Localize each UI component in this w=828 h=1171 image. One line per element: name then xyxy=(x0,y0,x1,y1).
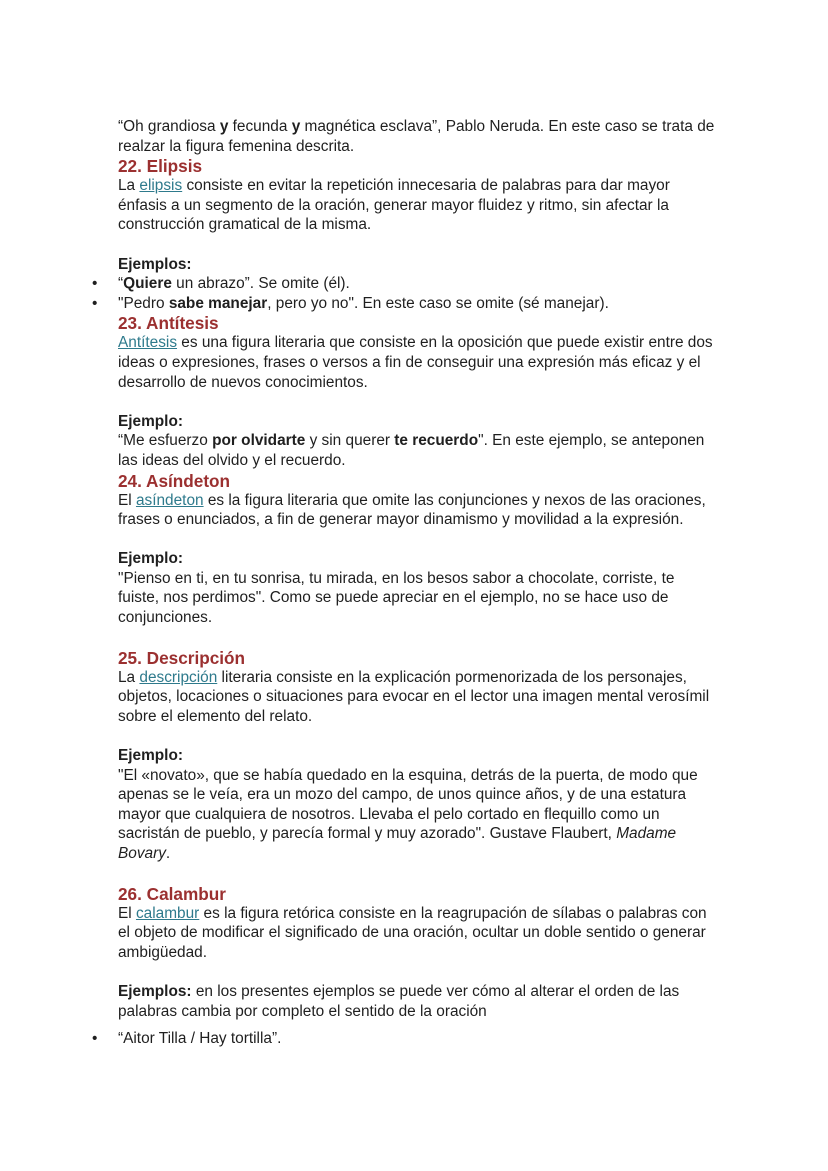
example-text: "Pedro xyxy=(118,294,169,312)
example-text: y sin querer xyxy=(305,432,395,450)
intro-text: magnética esclava”, Pablo Neruda. En este caso se trata de realzar la figura femenina descrita. xyxy=(118,118,715,155)
heading-antitesis: 23. Antítesis xyxy=(118,313,219,334)
link-antitesis[interactable]: Antítesis xyxy=(118,334,178,352)
example-bold: por olvidarte xyxy=(212,432,306,450)
example-bold: Quiere xyxy=(123,275,172,293)
calambur-example-list xyxy=(118,1029,718,1049)
example-label: Ejemplo: xyxy=(118,747,183,765)
example-label: Ejemplo: xyxy=(118,550,183,568)
example-text: “Me esfuerzo xyxy=(118,432,213,450)
example-text: “ xyxy=(118,275,124,293)
definition-text: es la figura literaria que omite las conjunciones y nexos de las oraciones, frases o enunciados, a fin de generar mayor dinamismo y movilidad a la expresión. xyxy=(118,491,706,529)
elipsis-definition xyxy=(118,176,718,235)
intro-text: “Oh grandiosa xyxy=(118,118,220,135)
descripcion-example xyxy=(118,766,718,864)
definition-text: literaria consiste en la explicación pormenorizada de los personajes, objetos, locaciones o situaciones para evocar en el lector una imagen mental verosímil sobre el elemento del relato. xyxy=(118,668,710,725)
heading-asindeton: 24. Asíndeton xyxy=(118,470,231,491)
examples-label: Ejemplos: xyxy=(118,255,192,273)
descripcion-example-label xyxy=(118,746,718,766)
definition-text: La xyxy=(118,177,140,195)
example-text: un abrazo”. Se omite (él). xyxy=(171,275,350,293)
link-elipsis[interactable]: elipsis xyxy=(139,177,183,195)
calambur-examples xyxy=(118,982,718,1021)
example-text: en los presentes ejemplos se puede ver cómo al alterar el orden de las palabras cambia por completo el sentido de la oración xyxy=(118,982,680,1020)
intro-text: fecunda xyxy=(228,118,292,135)
definition-text: El xyxy=(118,491,136,509)
elipsis-examples-label xyxy=(118,255,718,275)
heading-descripcion: 25. Descripción xyxy=(118,647,246,668)
link-descripcion[interactable]: descripción xyxy=(139,668,218,686)
example-bold: sabe manejar xyxy=(168,294,268,312)
example-text: . xyxy=(165,845,171,862)
elipsis-example-list xyxy=(118,274,718,313)
definition-text: es la figura retórica consiste en la reagrupación de sílabas o palabras con el objeto de modificar el significado de una oración, ocultar un doble sentido o generar ambigüedad. xyxy=(118,904,707,961)
asindeton-example: "Pienso en ti, en tu sonrisa, tu mirada, en los besos sabor a chocolate, corriste, te fuiste, nos perdimos". Como se puede apreciar en el ejemplo, no se hace uso de conjunciones. xyxy=(118,569,675,627)
example-text: ". En este ejemplo, se anteponen las ideas del olvido y el recuerdo. xyxy=(118,432,705,469)
example-bold: te recuerdo xyxy=(394,432,479,450)
example-text: "El «novato», que se había quedado en la esquina, detrás de la puerta, de modo que apenas se le veía, era un mozo del campo, de unos quince años, y de una estatura mayor que cualquiera de nosotros. Llevaba el pelo cortado en flequillo como un sacristán de pueblo, y parecía formal y muy azorado". Gustave Flaubert, xyxy=(118,766,698,843)
definition-text: es una figura literaria que consiste en la oposición que puede existir entre dos ideas o expresiones, frases o versos a fin de conseguir una expresión más eficaz y el desarrollo de nuevos conocimientos. xyxy=(118,334,713,391)
list-item xyxy=(118,294,718,314)
list-item xyxy=(118,274,718,294)
definition-text: La xyxy=(118,668,140,686)
document-page xyxy=(118,117,718,1049)
asindeton-definition xyxy=(118,491,718,530)
example-label: Ejemplo: xyxy=(118,412,183,430)
heading-elipsis: 22. Elipsis xyxy=(118,156,203,177)
heading-calambur: 26. Calambur xyxy=(118,883,226,904)
link-asindeton[interactable]: asíndeton xyxy=(135,491,204,509)
asindeton-example-label xyxy=(118,549,718,569)
examples-label: Ejemplos: xyxy=(118,982,192,1000)
book-title: Madame Bovary xyxy=(118,825,677,862)
antitesis-definition xyxy=(118,333,718,392)
intro-bold: y xyxy=(291,118,301,135)
example-text: , pero yo no". En este caso se omite (sé manejar). xyxy=(267,294,609,312)
definition-text: consiste en evitar la repetición innecesaria de palabras para dar mayor énfasis a un segmento de la oración, generar mayor fluidez y ritmo, sin afectar la construcción gramatical de la misma. xyxy=(118,177,670,234)
link-calambur[interactable]: calambur xyxy=(135,904,200,922)
definition-text: El xyxy=(118,904,136,922)
intro-paragraph xyxy=(118,117,718,156)
calambur-definition xyxy=(118,904,718,963)
antitesis-example xyxy=(118,431,718,470)
intro-bold: y xyxy=(219,118,229,135)
antitesis-example-label xyxy=(118,412,718,432)
list-item: • “Aitor Tilla / Hay tortilla”. xyxy=(118,1029,718,1049)
descripcion-definition xyxy=(118,668,718,727)
